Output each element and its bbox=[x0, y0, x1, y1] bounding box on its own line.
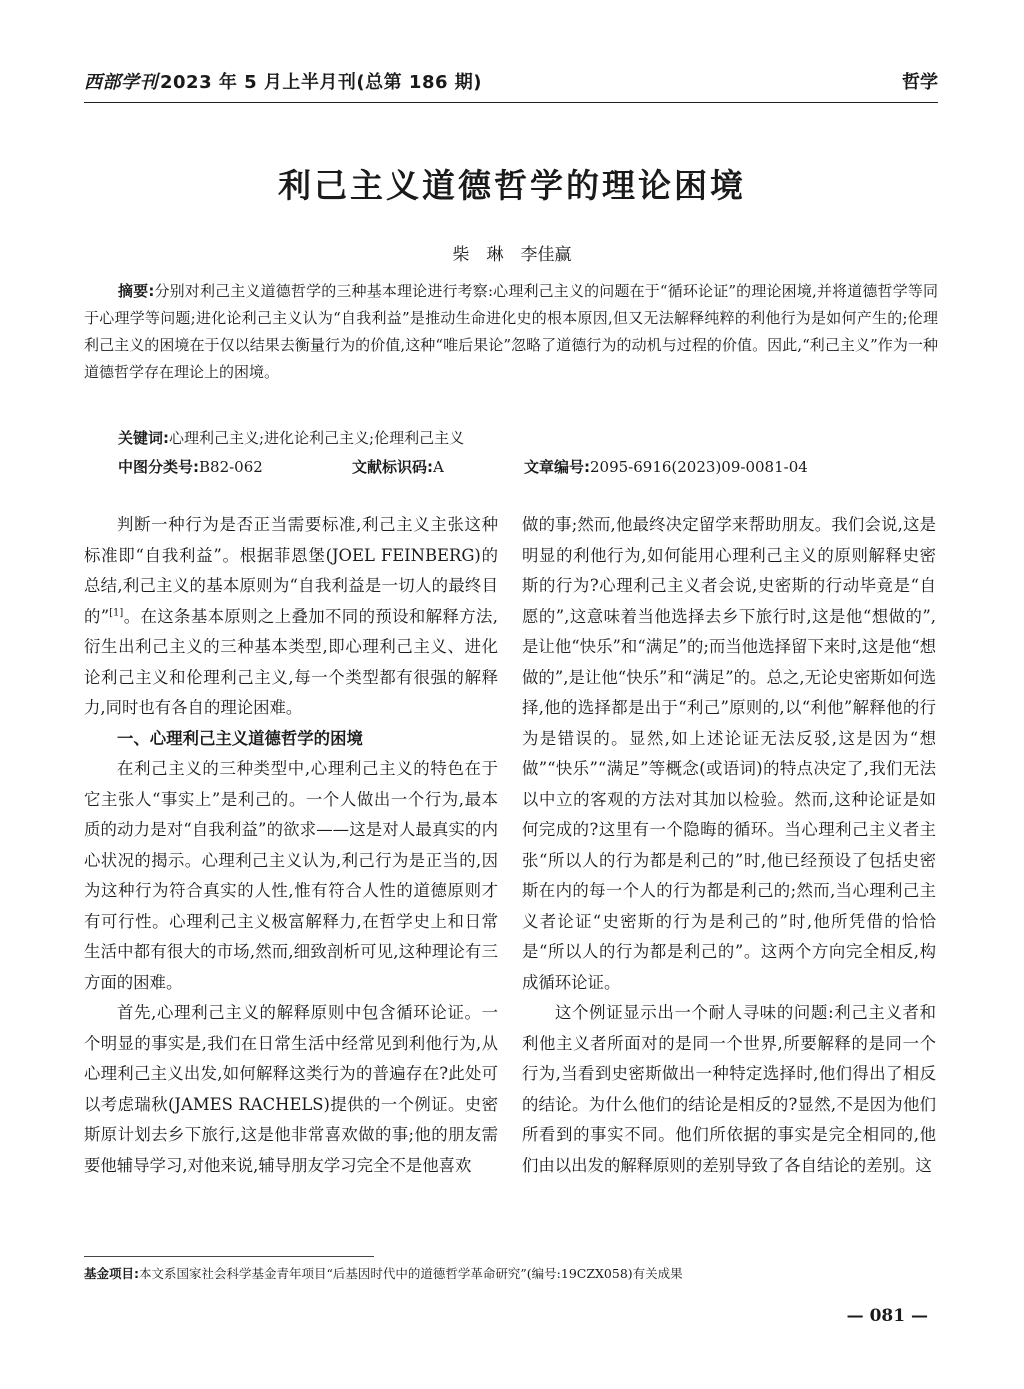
author-line: 柴 琳 李佳赢 bbox=[452, 245, 572, 265]
body-paragraph: 在利己主义的三种类型中,心理利己主义的特色在于它主张人“事实上”是利己的。一个人做出一个行为,最本质的动力是对“自我利益”的欲求——这是对人最真实的内心状况的揭示。心理利己主义认为,利己行为是正当的,因为这种行为符合真实的人性,惟有符合人性的道德原则才有可行性。心理利己主义极富解释力,在哲学史上和日常生活中都有很大的市场,然而,细致剖析可见,这种理论有三方面的困难。 bbox=[84, 759, 498, 992]
funding-footnote bbox=[84, 1264, 964, 1284]
page-number: — 081 — bbox=[846, 1306, 928, 1326]
abstract-text: 分别对利己主义道德哲学的三种基本理论进行考察:心理利己主义的问题在于“循环论证”的理论困境,并将道德哲学等同于心理学等问题;进化论利己主义认为“自我利益”是推动生命进化史的根本原因,但又无法解释纯粹的利他行为是如何产生的;伦理利己主义的困境在于仅以结果去衡量行为的价值,这种“唯后果论”忽略了道德行为的动机与过程的价值。因此,“利己主义”作为一种道德哲学存在理论上的困境。 bbox=[84, 282, 939, 381]
body-paragraph: 首先,心理利己主义的解释原则中包含循环论证。一个明显的事实是,我们在日常生活中经常见到利他行为,从心理利己主义出发,如何解释这类行为的普遍存在?此处可以考虑瑞秋(JAMES RACHELS)提供的一个例证。史密斯原计划去乡下旅行,这是他非常喜欢做的事;他的朋友需要他辅导学习,对他来说,辅导朋友学习完全不是他喜欢 bbox=[84, 1003, 498, 1175]
abstract-label: 摘要: bbox=[118, 282, 155, 300]
article-number-label: 文章编号: bbox=[524, 458, 590, 476]
body-column-right bbox=[522, 510, 936, 1181]
journal-issue-line bbox=[84, 68, 482, 94]
document-code bbox=[352, 454, 444, 480]
article-number bbox=[524, 454, 808, 480]
section-name: 哲学 bbox=[902, 72, 938, 93]
doc-label: 文献标识码: bbox=[352, 458, 433, 476]
running-header bbox=[84, 68, 938, 103]
keywords bbox=[118, 425, 938, 451]
clc-label: 中图分类号: bbox=[118, 458, 199, 476]
body-paragraph: 做的事;然而,他最终决定留学来帮助朋友。我们会说,这是明显的利他行为,如何能用心理利己主义的原则解释史密斯的行为?心理利己主义者会说,史密斯的行动毕竟是“自愿的”,这意味着当他选择去乡下旅行时,这是他“想做的”,是让他“快乐”和“满足”的;而当他选择留下来时,这是他“想做的”,是让他“快乐”和“满足”的。总之,无论史密斯如何选择,他的选择都是出于“利己”原则的,以“利他”解释他的行为是错误的。显然,如上述论证无法反驳,这是因为“想做”“快乐”“满足”等概念(或语词)的特点决定了,我们无法以中立的客观的方法对其加以检验。然而,这种论证是如何完成的?这里有一个隐晦的循环。当心理利己主义者主张“所以人的行为都是利己的”时,他已经预设了包括史密斯在内的每一个人的行为都是利己的;然而,当心理利己主义者论证“史密斯的行为是利己的”时,他所凭借的恰恰是“所以人的行为都是利己的”。这两个方向完全相反,构成循环论证。 bbox=[522, 515, 936, 992]
footnote-divider bbox=[84, 1256, 374, 1257]
journal-logo: 西部学刊 bbox=[84, 72, 158, 93]
keywords-text: 心理利己主义;进化论利己主义;伦理利己主义 bbox=[169, 429, 465, 447]
footnote-text: 本文系国家社会科学基金青年项目“后基因时代中的道德哲学革命研究”(编号:19CZX058)有关成果 bbox=[139, 1266, 683, 1281]
clc-number bbox=[118, 454, 263, 480]
keywords-label: 关键词: bbox=[118, 429, 169, 447]
clc-value: B82-062 bbox=[199, 458, 263, 476]
body-paragraph: 判断一种行为是否正当需要标准,利己主义主张这种标准即“自我利益”。根据菲恩堡(JOEL FEINBERG)的总结,利己主义的基本原则为“自我利益是一切人的最终目的”[1]。在这条基本原则之上叠加不同的预设和解释方法,衍生出利己主义的三种基本类型,即心理利己主义、进化论利己主义和伦理利己主义,每一个类型都有很强的解释力,同时也有各自的理论困难。 bbox=[84, 515, 498, 717]
footnote-label: 基金项目: bbox=[84, 1266, 139, 1281]
doc-value: A bbox=[433, 458, 444, 476]
body-paragraph: 这个例证显示出一个耐人寻味的问题:利己主义者和利他主义者所面对的是同一个世界,所要解释的是同一个行为,当看到史密斯做出一种特定选择时,他们得出了相反的结论。为什么他们的结论是相反的?显然,不是因为他们所看到的事实不同。他们所依据的事实是完全相同的,他们由以出发的解释原则的差别导致了各自结论的差别。这 bbox=[522, 1003, 936, 1175]
body-column-left bbox=[84, 510, 498, 1181]
section-heading: 一、心理利己主义道德哲学的困境 bbox=[117, 728, 363, 748]
issue-info: 2023 年 5 月上半月刊(总第 186 期) bbox=[160, 72, 482, 93]
article-number-value: 2095-6916(2023)09-0081-04 bbox=[590, 458, 808, 476]
abstract bbox=[84, 278, 938, 386]
citation-ref: [1] bbox=[109, 607, 124, 619]
article-title: 利己主义道德哲学的理论困境 bbox=[278, 166, 746, 205]
